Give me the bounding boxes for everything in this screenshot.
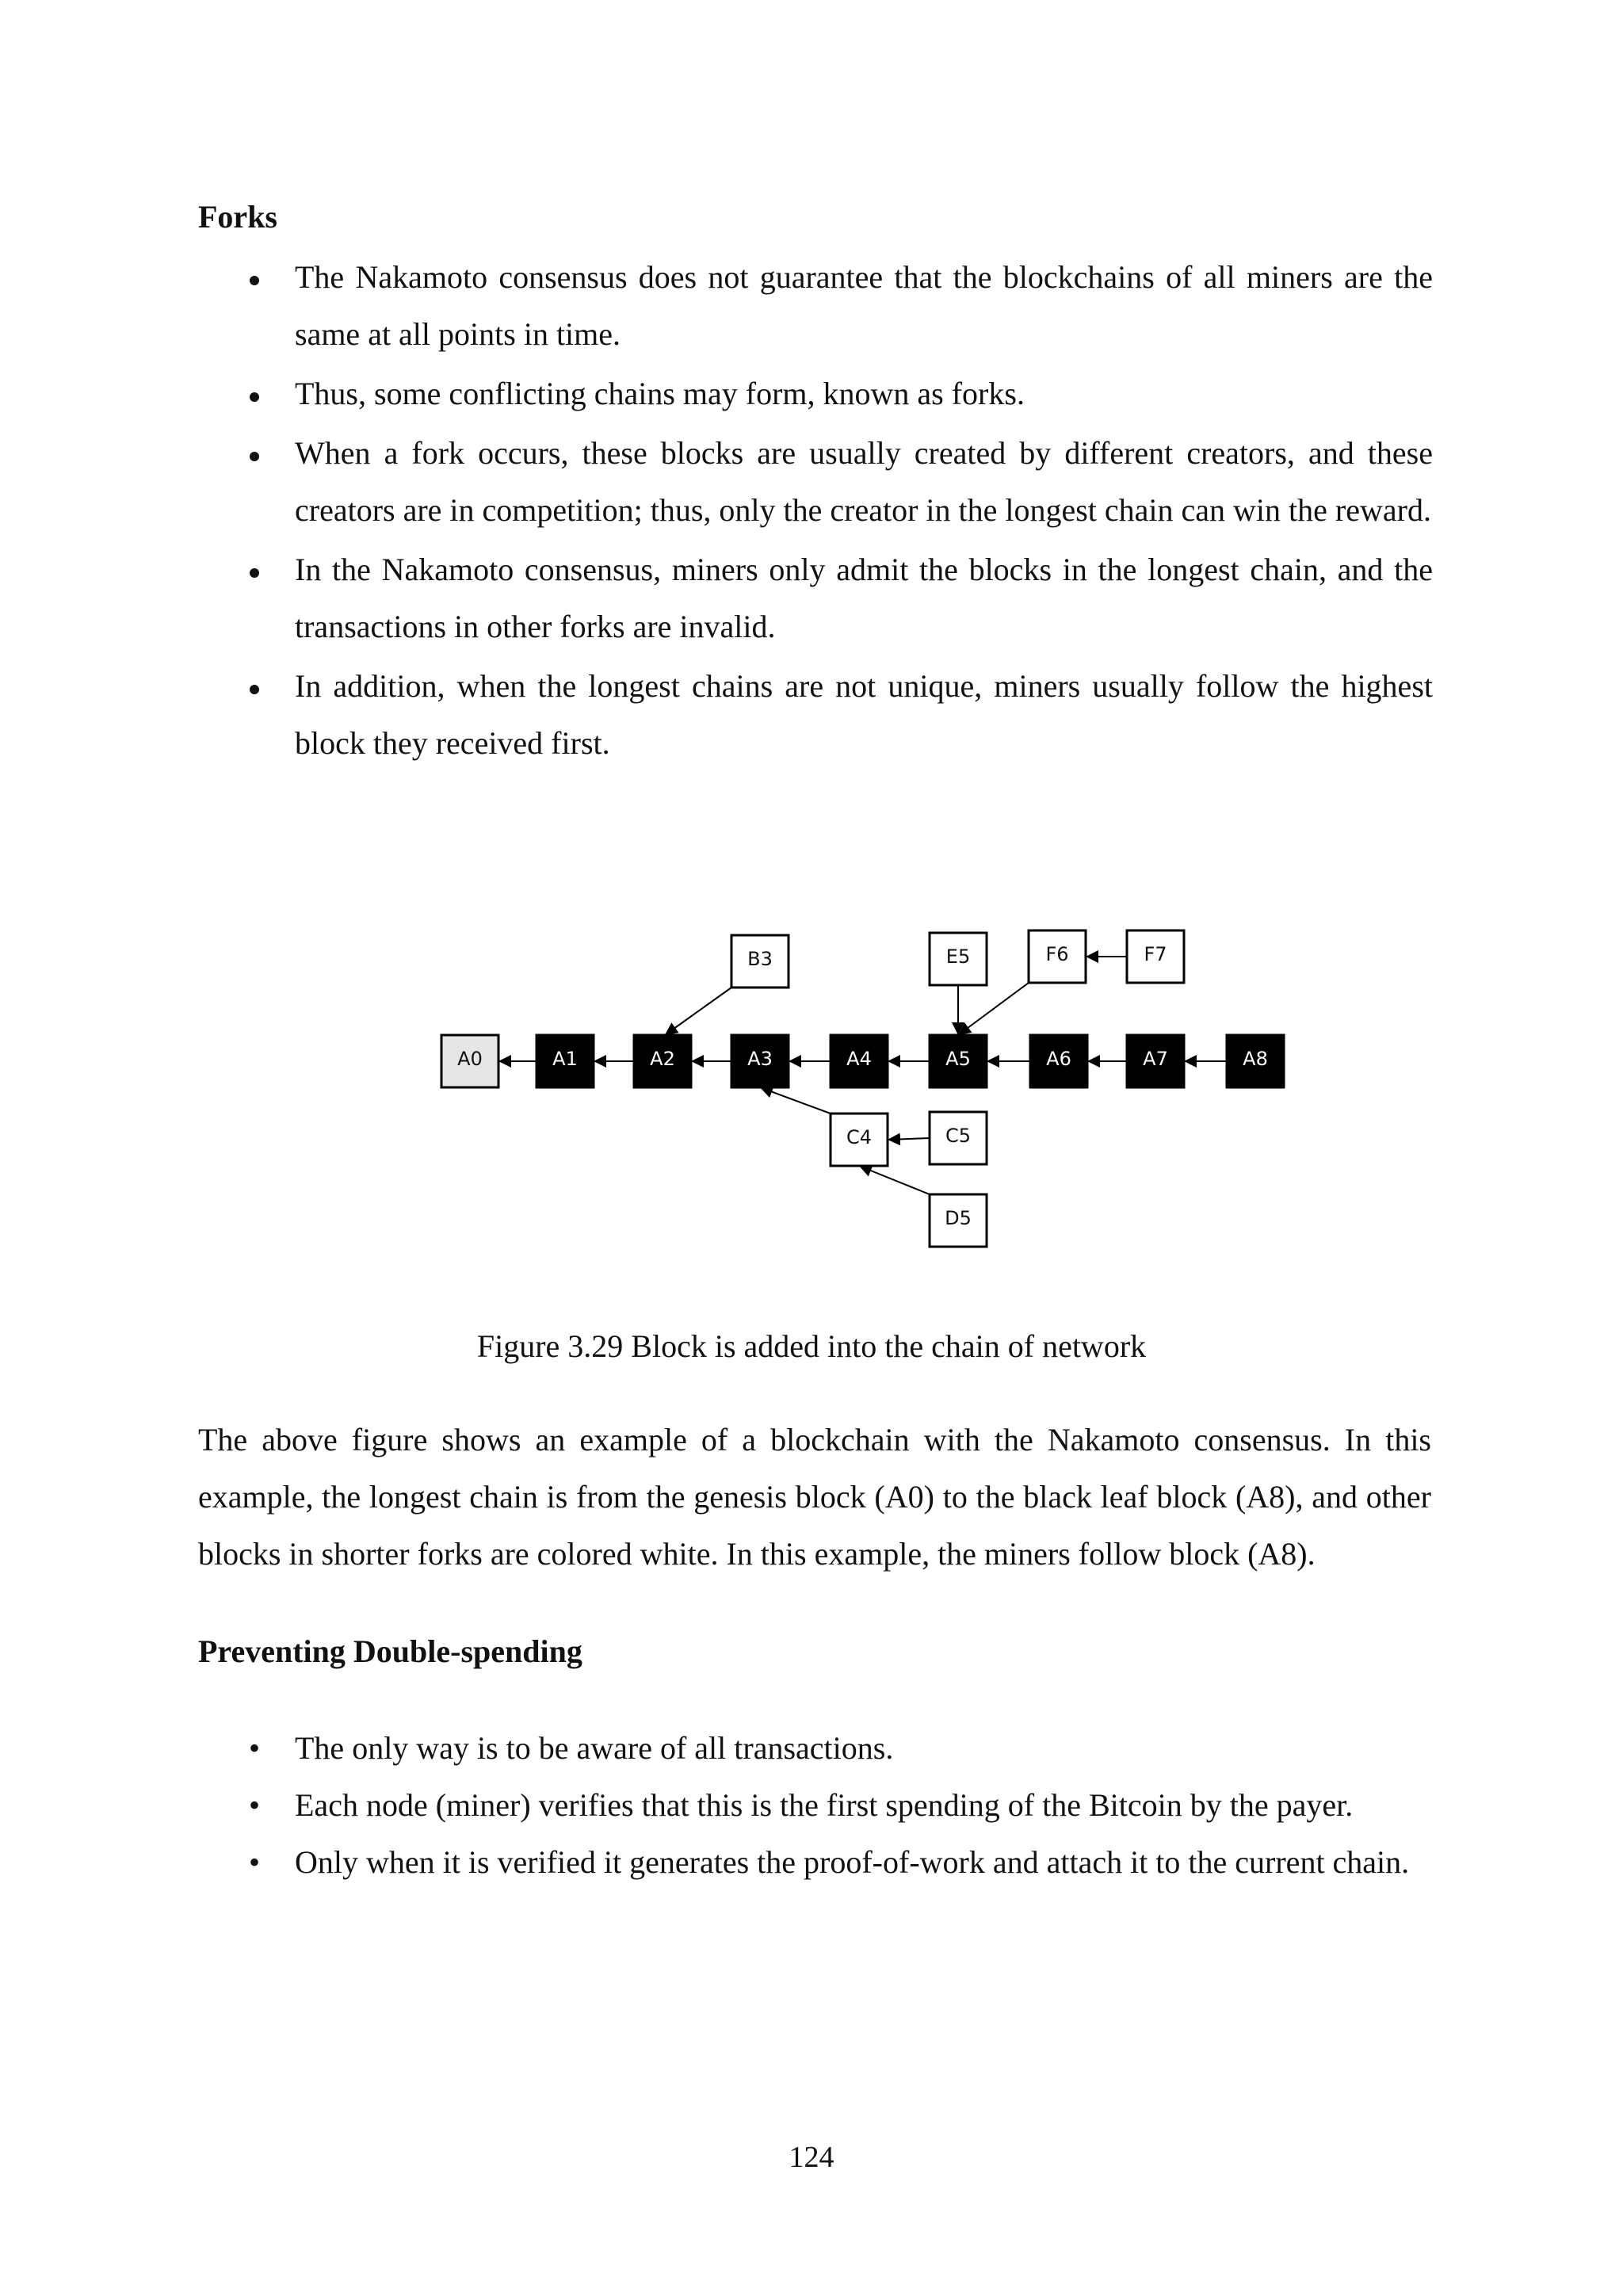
block-label: A3 xyxy=(747,1048,773,1070)
block-b3 xyxy=(731,935,789,988)
figure-caption: Figure 3.29 Block is added into the chain of network xyxy=(476,1328,1147,1364)
body-paragraph: The above figure shows an example of a blockchain with the Nakamoto consensus. In this example, the longest chain is from the genesis block (A0) to the black leaf block (A8), and other blocks in shorter forks are colored white. In this example, the miners follow block (A8). xyxy=(198,1422,1431,1572)
block-f6 xyxy=(1029,930,1086,983)
block-a7 xyxy=(1127,1035,1184,1087)
block-e5 xyxy=(930,933,987,985)
heading-forks: Forks xyxy=(198,199,277,235)
bullet-text: When a fork occurs, these blocks are usually created by different creators, and these creators are in competition; thus, only the creator in the longest chain can win the reward. xyxy=(295,435,1433,528)
block-c5 xyxy=(930,1112,987,1164)
block-label: A6 xyxy=(1046,1048,1071,1070)
block-a6 xyxy=(1030,1035,1087,1087)
block-a8 xyxy=(1227,1035,1284,1087)
bullet-mark-icon: • xyxy=(248,1730,260,1766)
link-c4-to-a3 xyxy=(760,1087,831,1114)
block-a0 xyxy=(441,1035,498,1087)
block-label: D5 xyxy=(945,1207,972,1229)
list-item xyxy=(0,1777,1433,1834)
block-c4 xyxy=(831,1114,888,1166)
block-a1 xyxy=(537,1035,594,1087)
bullet-mark-icon: • xyxy=(248,1844,260,1880)
block-d5 xyxy=(930,1194,987,1247)
double-spending-bullet-list xyxy=(0,1720,1433,1891)
block-label: A8 xyxy=(1243,1048,1268,1070)
bullet-text: Only when it is verified it generates the proof-of-work and attach it to the current chain. xyxy=(295,1844,1410,1880)
block-a4 xyxy=(831,1035,888,1087)
block-label: A0 xyxy=(457,1048,483,1070)
bullet-text: The only way is to be aware of all transactions. xyxy=(295,1730,894,1766)
page-number: 124 xyxy=(789,2141,834,2174)
block-label: E5 xyxy=(945,946,971,968)
link-d5-to-c4 xyxy=(859,1166,930,1194)
block-a3 xyxy=(731,1035,789,1087)
block-label: F7 xyxy=(1144,943,1167,965)
block-f7 xyxy=(1127,930,1184,983)
list-item xyxy=(0,1720,1433,1777)
link-f6-to-a5 xyxy=(958,983,1029,1035)
bullet-text: The Nakamoto consensus does not guarantee that the blockchains of all miners are the same at all points in time. xyxy=(295,259,1433,352)
link-c5-to-c4 xyxy=(888,1138,930,1140)
block-label: A5 xyxy=(945,1048,971,1070)
block-a2 xyxy=(634,1035,691,1087)
bullet-text: Each node (miner) verifies that this is the first spending of the Bitcoin by the payer. xyxy=(295,1787,1354,1823)
list-item xyxy=(0,1834,1433,1891)
link-b3-to-a2 xyxy=(665,988,731,1035)
block-a5 xyxy=(930,1035,987,1087)
block-label: B3 xyxy=(747,948,773,970)
heading-preventing-double-spending: Preventing Double-spending xyxy=(198,1633,582,1669)
block-label: A4 xyxy=(846,1048,872,1070)
bullet-text: In addition, when the longest chains are not unique, miners usually follow the highest block they received first. xyxy=(295,668,1433,761)
block-label: A2 xyxy=(650,1048,675,1070)
block-label: C5 xyxy=(945,1125,972,1147)
block-label: C4 xyxy=(846,1126,873,1148)
block-label: A7 xyxy=(1143,1048,1168,1070)
bullet-text: Thus, some conflicting chains may form, known as forks. xyxy=(295,376,1025,411)
bullet-mark-icon: • xyxy=(248,1787,260,1823)
block-label: F6 xyxy=(1045,943,1069,965)
bullet-text: In the Nakamoto consensus, miners only admit the blocks in the longest chain, and the transactions in other forks are invalid. xyxy=(295,552,1433,644)
block-label: A1 xyxy=(552,1048,578,1070)
